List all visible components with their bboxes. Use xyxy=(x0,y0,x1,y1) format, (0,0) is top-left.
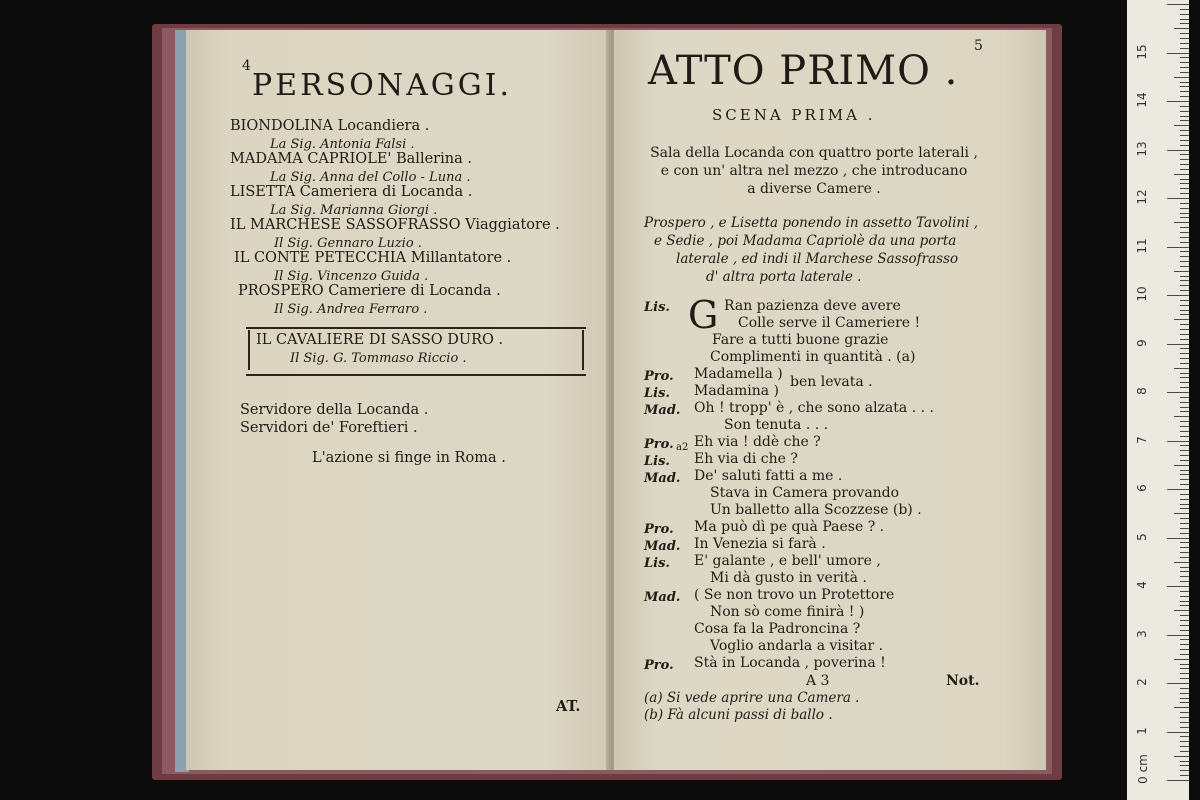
ruler-tick xyxy=(1167,635,1189,636)
box-left-rule xyxy=(248,330,250,370)
ruler-tick xyxy=(1167,683,1189,684)
character-name: MADAMA CAPRIOLE' Ballerina . xyxy=(230,151,472,167)
ruler-tick xyxy=(1180,625,1189,626)
ruler-tick xyxy=(1180,72,1189,73)
boxed-character-name: IL CAVALIERE DI SASSO DURO . xyxy=(256,332,504,348)
ruler-tick xyxy=(1174,368,1189,369)
ruler-tick xyxy=(1180,576,1189,577)
ruler-number: 12 xyxy=(1135,189,1149,205)
dialogue-line: Oh ! tropp' è , che sono alzata . . . xyxy=(694,400,934,416)
speaker-label: Lis. xyxy=(644,556,670,571)
ruler-tick xyxy=(1180,251,1189,252)
left-page xyxy=(186,30,611,770)
ruler-tick xyxy=(1174,513,1189,514)
ruler-tick xyxy=(1180,280,1189,281)
dialogue-line: Eh via di che ? xyxy=(694,451,798,467)
actor-name: Il Sig. Vincenzo Guida . xyxy=(274,269,429,284)
ruler-tick xyxy=(1167,344,1189,345)
dialogue-line: Eh via ! ddè che ? xyxy=(694,434,821,450)
dialogue-line: ( Se non trovo un Protettore xyxy=(694,587,895,603)
ruler-tick xyxy=(1174,465,1189,466)
dialogue-line: Colle serve il Cameriere ! xyxy=(738,315,921,331)
ruler-tick xyxy=(1180,256,1189,257)
ruler-tick xyxy=(1180,460,1189,461)
ruler-tick xyxy=(1180,33,1189,34)
speaker-label: Mad. xyxy=(644,539,681,554)
footnote: (a) Si vede aprire una Camera . xyxy=(644,690,860,706)
ruler-tick xyxy=(1180,310,1189,311)
ruler-tick xyxy=(1180,615,1189,616)
ruler-tick xyxy=(1180,644,1189,645)
ruler-tick xyxy=(1180,436,1189,437)
ruler-tick xyxy=(1180,601,1189,602)
ruler-number: 14 xyxy=(1135,92,1149,108)
act-title: ATTO PRIMO . xyxy=(648,48,959,94)
ruler-tick xyxy=(1180,717,1189,718)
servant-line: Servidori de' Foreftieri . xyxy=(240,420,418,436)
ruler-tick xyxy=(1180,605,1189,606)
signature-mark: A 3 xyxy=(806,673,830,689)
ruler-tick xyxy=(1180,329,1189,330)
dialogue-line: Son tenuta . . . xyxy=(724,417,829,433)
stage-direction: d' altra porta laterale . xyxy=(706,269,862,285)
ruler-tick xyxy=(1180,770,1189,771)
actor-name: La Sig. Anna del Collo - Luna . xyxy=(270,170,471,185)
ruler-tick xyxy=(1180,741,1189,742)
ruler-tick xyxy=(1180,208,1189,209)
ruler-tick xyxy=(1174,707,1189,708)
ruler-tick xyxy=(1174,319,1189,320)
ruler-tick xyxy=(1180,353,1189,354)
ruler-tick xyxy=(1180,43,1189,44)
dialogue-line: Cosa fa la Padroncina ? xyxy=(694,621,861,637)
ruler-tick xyxy=(1180,266,1189,267)
ruler-tick xyxy=(1180,542,1189,543)
ruler-tick xyxy=(1180,300,1189,301)
ruler-tick xyxy=(1167,4,1189,5)
ruler-tick xyxy=(1167,780,1189,781)
stage-direction: laterale , ed indi il Marchese Sassofrasso xyxy=(676,251,959,267)
a2-mark: a2 xyxy=(676,442,689,453)
actor-name: Il Sig. Andrea Ferraro . xyxy=(274,302,428,317)
ruler-tick xyxy=(1180,164,1189,165)
ruler-tick xyxy=(1180,402,1189,403)
ruler-tick xyxy=(1180,591,1189,592)
ruler-tick xyxy=(1180,261,1189,262)
ruler-tick xyxy=(1180,373,1189,374)
ruler-tick xyxy=(1180,746,1189,747)
ruler-tick xyxy=(1180,688,1189,689)
ruler-tick xyxy=(1180,314,1189,315)
ruler-tick xyxy=(1180,698,1189,699)
ruler-number: 8 xyxy=(1135,387,1149,395)
ruler-tick xyxy=(1174,659,1189,660)
ruler-tick xyxy=(1180,193,1189,194)
ruler-tick xyxy=(1180,479,1189,480)
ruler-tick xyxy=(1180,179,1189,180)
ruler-tick xyxy=(1180,426,1189,427)
ruler-tick xyxy=(1180,630,1189,631)
box-right-rule xyxy=(582,330,584,370)
ruler-tick xyxy=(1180,62,1189,63)
ruler-tick xyxy=(1180,203,1189,204)
ruler-tick xyxy=(1174,562,1189,563)
ruler-tick xyxy=(1180,727,1189,728)
speaker-label: Pro. xyxy=(644,437,674,452)
ruler-tick xyxy=(1180,116,1189,117)
ruler-tick xyxy=(1167,150,1189,151)
ruler-tick xyxy=(1180,557,1189,558)
ruler-tick xyxy=(1167,586,1189,587)
ruler-number: 7 xyxy=(1135,435,1149,444)
character-name: LISETTA Cameriera di Locanda . xyxy=(230,184,473,200)
character-name: IL MARCHESE SASSOFRASSO Viaggiatore . xyxy=(230,217,560,233)
ruler-tick xyxy=(1180,387,1189,388)
ruler-tick xyxy=(1180,48,1189,49)
ruler-tick xyxy=(1180,523,1189,524)
ruler-tick xyxy=(1180,276,1189,277)
ruler-tick xyxy=(1180,339,1189,340)
ruler-tick xyxy=(1180,382,1189,383)
ruler-tick xyxy=(1180,484,1189,485)
ruler-tick xyxy=(1180,431,1189,432)
ruler-tick xyxy=(1180,183,1189,184)
dialogue-line: Un balletto alla Scozzese (b) . xyxy=(710,502,922,518)
ruler-tick xyxy=(1180,571,1189,572)
ruler-tick xyxy=(1180,217,1189,218)
ruler-tick xyxy=(1167,53,1189,54)
ruler-tick xyxy=(1174,610,1189,611)
catchword-right: Not. xyxy=(946,673,980,689)
ruler-tick xyxy=(1180,596,1189,597)
ruler-tick xyxy=(1180,14,1189,15)
ruler-tick xyxy=(1180,664,1189,665)
ruler-tick xyxy=(1180,673,1189,674)
ruler-tick xyxy=(1180,38,1189,39)
speaker-label: Lis. xyxy=(644,454,670,469)
dialogue-line: Non sò come finirà ! ) xyxy=(710,604,865,620)
ruler-tick xyxy=(1180,712,1189,713)
ruler-tick xyxy=(1180,450,1189,451)
ruler-tick xyxy=(1174,271,1189,272)
dialogue-line: Fare a tutti buone grazie xyxy=(712,332,889,348)
dialogue-line: Madamella ) xyxy=(694,366,783,382)
ruler-tick xyxy=(1180,130,1189,131)
ruler-tick xyxy=(1180,639,1189,640)
ruler-unit-label: 0 cm xyxy=(1136,754,1150,784)
ruler-number: 3 xyxy=(1135,629,1149,638)
actor-name: La Sig. Antonia Falsi . xyxy=(270,137,415,152)
ruler-number: 5 xyxy=(1135,532,1149,541)
page-number-right: 5 xyxy=(974,38,983,54)
measurement-ruler xyxy=(1127,0,1189,800)
ruler-tick xyxy=(1174,756,1189,757)
page-number-left: 4 xyxy=(242,58,251,74)
dialogue-line: Ma può dì pe quà Paese ? . xyxy=(694,519,885,535)
ruler-tick xyxy=(1180,169,1189,170)
speaker-label: Pro. xyxy=(644,658,674,673)
ruler-tick xyxy=(1180,547,1189,548)
ruler-tick xyxy=(1180,57,1189,58)
dialogue-line: E' galante , e bell' umore , xyxy=(694,553,881,569)
ruler-tick xyxy=(1180,188,1189,189)
ruler-tick xyxy=(1180,334,1189,335)
dialogue-line: De' saluti fatti a me . xyxy=(694,468,843,484)
ruler-tick xyxy=(1180,581,1189,582)
boxed-actor-name: Il Sig. G. Tommaso Riccio . xyxy=(290,351,467,366)
scene-title: SCENA PRIMA . xyxy=(712,106,876,124)
speaker-label: Mad. xyxy=(644,403,681,418)
ruler-tick xyxy=(1180,363,1189,364)
setting-line: Sala della Locanda con quattro porte laterali , xyxy=(650,145,978,161)
ruler-tick xyxy=(1180,145,1189,146)
ruler-tick xyxy=(1180,533,1189,534)
ruler-tick xyxy=(1167,295,1189,296)
ruler-tick xyxy=(1180,567,1189,568)
speaker-label: Pro. xyxy=(644,522,674,537)
ruler-tick xyxy=(1180,358,1189,359)
dialogue-line: Stava in Camera provando xyxy=(710,485,900,501)
ruler-tick xyxy=(1180,693,1189,694)
ruler-tick xyxy=(1180,82,1189,83)
dialogue-line: In Venezia si farà . xyxy=(694,536,826,552)
ruler-tick xyxy=(1180,455,1189,456)
ruler-tick xyxy=(1180,528,1189,529)
character-name: IL CONTE PETECCHIA Millantatore . xyxy=(234,250,512,266)
ruler-tick xyxy=(1180,242,1189,243)
ruler-number: 15 xyxy=(1135,43,1149,60)
ruler-tick xyxy=(1180,227,1189,228)
footnote: (b) Fà alcuni passi di ballo . xyxy=(644,707,833,723)
ruler-tick xyxy=(1180,678,1189,679)
dialogue-line: Madamina ) xyxy=(694,383,780,399)
ruler-tick xyxy=(1180,159,1189,160)
ruler-number: 6 xyxy=(1135,484,1149,492)
speaker-label: Pro. xyxy=(644,369,674,384)
ruler-tick xyxy=(1167,198,1189,199)
ruler-tick xyxy=(1180,668,1189,669)
catchword-left: AT. xyxy=(556,698,581,715)
ruler-tick xyxy=(1167,101,1189,102)
box-bottom-rule xyxy=(246,374,586,376)
ruler-tick xyxy=(1180,120,1189,121)
ruler-tick xyxy=(1180,324,1189,325)
ruler-tick xyxy=(1180,23,1189,24)
ruler-number: 11 xyxy=(1135,237,1149,254)
ruler-tick xyxy=(1180,775,1189,776)
ruler-tick xyxy=(1180,232,1189,233)
ruler-tick xyxy=(1180,494,1189,495)
ruler-tick xyxy=(1167,732,1189,733)
ruler-tick xyxy=(1180,285,1189,286)
dialogue-line: Complimenti in quantità . (a) xyxy=(710,349,916,365)
ruler-tick xyxy=(1174,77,1189,78)
stage-direction: Prospero , e Lisetta ponendo in assetto Tavolini , xyxy=(644,215,979,231)
ruler-tick xyxy=(1180,67,1189,68)
ruler-tick xyxy=(1180,135,1189,136)
ruler-tick xyxy=(1174,416,1189,417)
ruler-tick xyxy=(1180,751,1189,752)
ruler-tick xyxy=(1180,504,1189,505)
ruler-tick xyxy=(1180,237,1189,238)
ruler-tick xyxy=(1180,765,1189,766)
ruler-tick xyxy=(1167,538,1189,539)
speaker-label: Mad. xyxy=(644,471,681,486)
ruler-tick xyxy=(1167,489,1189,490)
ruler-tick xyxy=(1174,222,1189,223)
ruler-tick xyxy=(1180,213,1189,214)
dialogue-line: Ran pazienza deve avere xyxy=(724,298,901,314)
actor-name: La Sig. Marianna Giorgi . xyxy=(270,203,438,218)
ruler-tick xyxy=(1180,552,1189,553)
ruler-tick xyxy=(1180,421,1189,422)
ruler-tick xyxy=(1180,397,1189,398)
ruler-tick xyxy=(1167,392,1189,393)
drop-cap: G xyxy=(688,293,719,337)
ruler-number: 4 xyxy=(1135,581,1149,589)
dialogue-line: Stà in Locanda , poverina ! xyxy=(694,655,886,671)
ruler-tick xyxy=(1180,620,1189,621)
ruler-tick xyxy=(1180,140,1189,141)
ruler-tick xyxy=(1180,290,1189,291)
character-name: BIONDOLINA Locandiera . xyxy=(230,118,430,134)
ruler-number: 9 xyxy=(1135,338,1149,347)
box-top-rule xyxy=(246,327,586,329)
ruler-tick xyxy=(1180,508,1189,509)
ruler-tick xyxy=(1180,377,1189,378)
setting-line: a diverse Camere . xyxy=(747,181,881,197)
ruler-number: 2 xyxy=(1135,678,1149,686)
ruler-tick xyxy=(1180,518,1189,519)
speaker-label: Lis. xyxy=(644,300,670,315)
dialogue-line: Mi dà gusto in verità . xyxy=(710,570,867,586)
ruler-tick xyxy=(1180,9,1189,10)
ruler-tick xyxy=(1180,722,1189,723)
actor-name: Il Sig. Gennaro Luzio . xyxy=(274,236,422,251)
speaker-label: Lis. xyxy=(644,386,670,401)
page-title-personaggi: PERSONAGGI. xyxy=(252,68,513,103)
ruler-tick xyxy=(1180,499,1189,500)
servant-line: Servidore della Locanda . xyxy=(240,402,429,418)
ruler-tick xyxy=(1180,649,1189,650)
ruler-tick xyxy=(1180,19,1189,20)
ruler-tick xyxy=(1180,761,1189,762)
brace-text: ben levata . xyxy=(790,374,873,390)
ruler-number: 10 xyxy=(1135,286,1149,302)
ruler-tick xyxy=(1180,106,1189,107)
stage-direction: e Sedie , poi Madama Capriolè da una porta xyxy=(654,233,957,249)
ruler-tick xyxy=(1180,702,1189,703)
ruler-tick xyxy=(1180,445,1189,446)
ruler-tick xyxy=(1180,86,1189,87)
ruler-number: 13 xyxy=(1135,140,1149,157)
ruler-tick xyxy=(1180,736,1189,737)
ruler-tick xyxy=(1180,407,1189,408)
ruler-tick xyxy=(1174,125,1189,126)
setting-line: L'azione si finge in Roma . xyxy=(312,450,506,466)
ruler-tick xyxy=(1180,654,1189,655)
ruler-tick xyxy=(1180,111,1189,112)
speaker-label: Mad. xyxy=(644,590,681,605)
ruler-tick xyxy=(1180,96,1189,97)
character-name: PROSPERO Cameriere di Locanda . xyxy=(238,283,501,299)
ruler-tick xyxy=(1180,411,1189,412)
ruler-tick xyxy=(1174,174,1189,175)
ruler-tick xyxy=(1167,441,1189,442)
dialogue-line: Voglio andarla a visitar . xyxy=(710,638,884,654)
setting-line: e con un' altra nel mezzo , che introducano xyxy=(660,163,968,179)
right-page xyxy=(614,30,1046,770)
ruler-tick xyxy=(1174,28,1189,29)
ruler-tick xyxy=(1180,474,1189,475)
ruler-tick xyxy=(1180,154,1189,155)
ruler-tick xyxy=(1180,470,1189,471)
ruler-number: 1 xyxy=(1135,726,1149,735)
ruler-tick xyxy=(1180,91,1189,92)
ruler-tick xyxy=(1180,305,1189,306)
ruler-tick xyxy=(1167,247,1189,248)
ruler-tick xyxy=(1180,348,1189,349)
